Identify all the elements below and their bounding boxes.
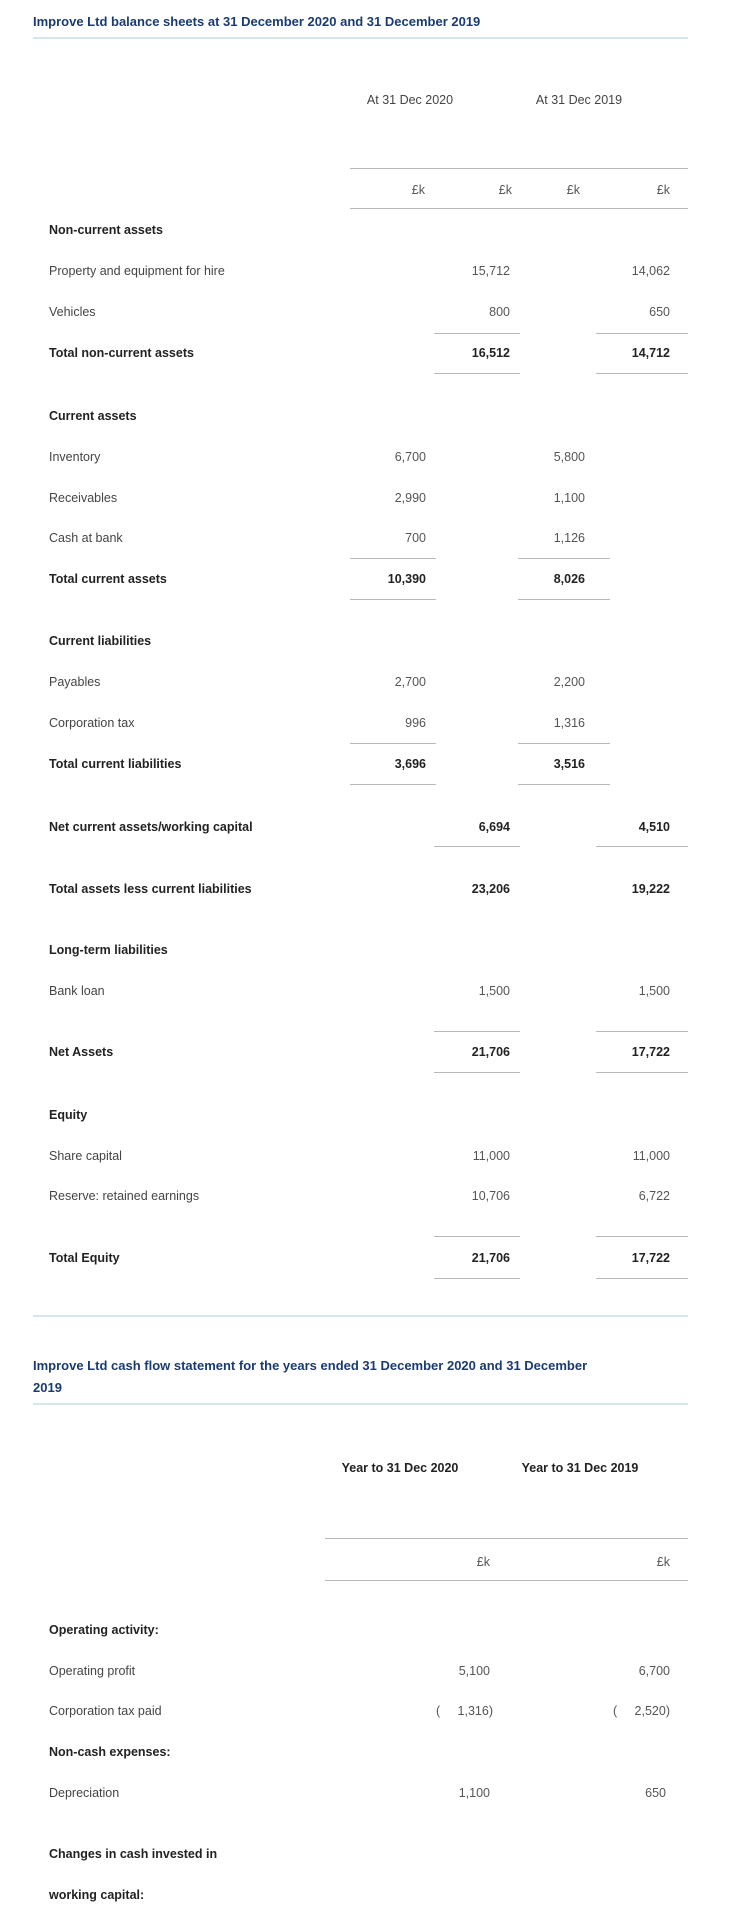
row-label: Corporation tax paid [49, 1704, 162, 1718]
value-2019: 4,510 [638, 820, 670, 834]
row-label: Net Assets [49, 1045, 114, 1059]
row-label: Bank loan [49, 984, 105, 998]
value-2019: 11,000 [632, 1149, 670, 1163]
total-rule [350, 784, 436, 785]
title-divider [33, 37, 688, 39]
row-label: Receivables [49, 491, 118, 505]
negative-open-paren: ( [613, 1704, 618, 1718]
row-label: Total current assets [49, 572, 167, 586]
value-2020: 16,512 [471, 346, 510, 360]
value-2019: 650 [649, 305, 670, 319]
row-label: Corporation tax [49, 716, 135, 730]
total-rule [596, 1236, 688, 1237]
section-heading: Changes in cash invested in [49, 1847, 218, 1861]
value-2020: 1,500 [478, 984, 510, 998]
value-2020: 2,700 [394, 675, 426, 689]
total-rule [596, 333, 688, 334]
unit-label: £k [411, 183, 425, 197]
negative-open-paren: ( [436, 1704, 441, 1718]
value-2019: 5,800 [553, 450, 585, 464]
value-2020: 2,990 [394, 491, 426, 505]
section-divider [33, 1315, 688, 1317]
value-2020: 21,706 [471, 1251, 510, 1265]
total-rule [596, 1031, 688, 1032]
section-heading: Non-cash expenses: [49, 1745, 171, 1759]
row-label: Total current liabilities [49, 757, 182, 771]
value-2020: 1,100 [458, 1786, 490, 1800]
value-2019: 3,516 [553, 757, 585, 771]
total-rule [434, 1072, 520, 1073]
value-2019: 1,500 [638, 984, 670, 998]
total-rule [434, 1031, 520, 1032]
value-2020: 10,706 [471, 1189, 510, 1203]
total-rule [350, 558, 436, 559]
value-2020: 21,706 [471, 1045, 510, 1059]
row-label: Property and equipment for hire [49, 264, 225, 278]
value-2020: 10,390 [387, 572, 426, 586]
unit-label: £k [566, 183, 580, 197]
col-header-2020: Year to 31 Dec 2020 [341, 1461, 459, 1475]
col-header-2019: At 31 Dec 2019 [535, 93, 623, 107]
total-rule [350, 743, 436, 744]
section-heading: Current assets [49, 409, 137, 423]
value-2019: 2,200 [553, 675, 585, 689]
header-rule [325, 1538, 688, 1539]
section-heading: Equity [49, 1108, 88, 1122]
section-heading: Current liabilities [49, 634, 152, 648]
row-label: Operating profit [49, 1664, 136, 1678]
value-2019: 19,222 [631, 882, 670, 896]
row-label: Reserve: retained earnings [49, 1189, 200, 1203]
total-rule [434, 1236, 520, 1237]
total-rule [518, 784, 610, 785]
value-2020: 3,696 [394, 757, 426, 771]
value-2020: 6,700 [394, 450, 426, 464]
row-label: Total assets less current liabilities [49, 882, 252, 896]
value-2019: 14,712 [631, 346, 670, 360]
value-2020: 5,100 [458, 1664, 490, 1678]
value-2019: 650 [645, 1786, 666, 1800]
cash-flow-title-cont: 2019 [33, 1380, 62, 1395]
row-label: Share capital [49, 1149, 122, 1163]
value-2019: 1,100 [553, 491, 585, 505]
value-2019: 1,316 [553, 716, 585, 730]
value-2019: 6,722 [638, 1189, 670, 1203]
row-label: Depreciation [49, 1786, 120, 1800]
value-2020: 15,712 [471, 264, 510, 278]
total-rule [596, 373, 688, 374]
row-label: Cash at bank [49, 531, 123, 545]
row-label: Payables [49, 675, 101, 689]
value-2019: 6,700 [638, 1664, 670, 1678]
value-2020: 11,000 [472, 1149, 510, 1163]
total-rule [596, 846, 688, 847]
total-rule [350, 599, 436, 600]
unit-label: £k [656, 183, 670, 197]
header-rule [325, 1580, 688, 1581]
row-label: Total non-current assets [49, 346, 194, 360]
value-2020: 996 [405, 716, 426, 730]
section-heading: Operating activity: [49, 1623, 159, 1637]
unit-label: £k [656, 1555, 670, 1569]
value-2019: 17,722 [631, 1045, 670, 1059]
col-header-2019: Year to 31 Dec 2019 [521, 1461, 639, 1475]
section-heading-cont: working capital: [49, 1888, 145, 1902]
total-rule [596, 1278, 688, 1279]
value-2020: 800 [489, 305, 510, 319]
row-label: Inventory [49, 450, 101, 464]
value-2020: 700 [405, 531, 426, 545]
cash-flow-title: Improve Ltd cash flow statement for the years ended 31 December 2020 and 31 December [33, 1358, 588, 1373]
header-rule [350, 208, 688, 209]
row-label: Net current assets/working capital [49, 820, 253, 834]
section-heading: Long-term liabilities [49, 943, 168, 957]
value-2020: 6,694 [478, 820, 510, 834]
row-label: Total Equity [49, 1251, 120, 1265]
value-2019: 8,026 [553, 572, 585, 586]
unit-label: £k [498, 183, 512, 197]
row-label: Vehicles [49, 305, 96, 319]
value-2019: 14,062 [631, 264, 670, 278]
value-2019: 17,722 [631, 1251, 670, 1265]
value-2020: 23,206 [471, 882, 510, 896]
title-divider [33, 1403, 688, 1405]
unit-label: £k [476, 1555, 490, 1569]
total-rule [596, 1072, 688, 1073]
value-2019: 1,126 [553, 531, 585, 545]
total-rule [518, 599, 610, 600]
col-header-2020: At 31 Dec 2020 [366, 93, 454, 107]
total-rule [434, 846, 520, 847]
balance-sheet-title: Improve Ltd balance sheets at 31 December 2020 and 31 December 2019 [33, 14, 481, 29]
value-2019: 2,520) [634, 1704, 670, 1718]
total-rule [518, 743, 610, 744]
header-rule [350, 168, 688, 169]
total-rule [434, 1278, 520, 1279]
total-rule [434, 333, 520, 334]
total-rule [434, 373, 520, 374]
section-heading: Non-current assets [49, 223, 163, 237]
total-rule [518, 558, 610, 559]
value-2020: 1,316) [457, 1704, 493, 1718]
